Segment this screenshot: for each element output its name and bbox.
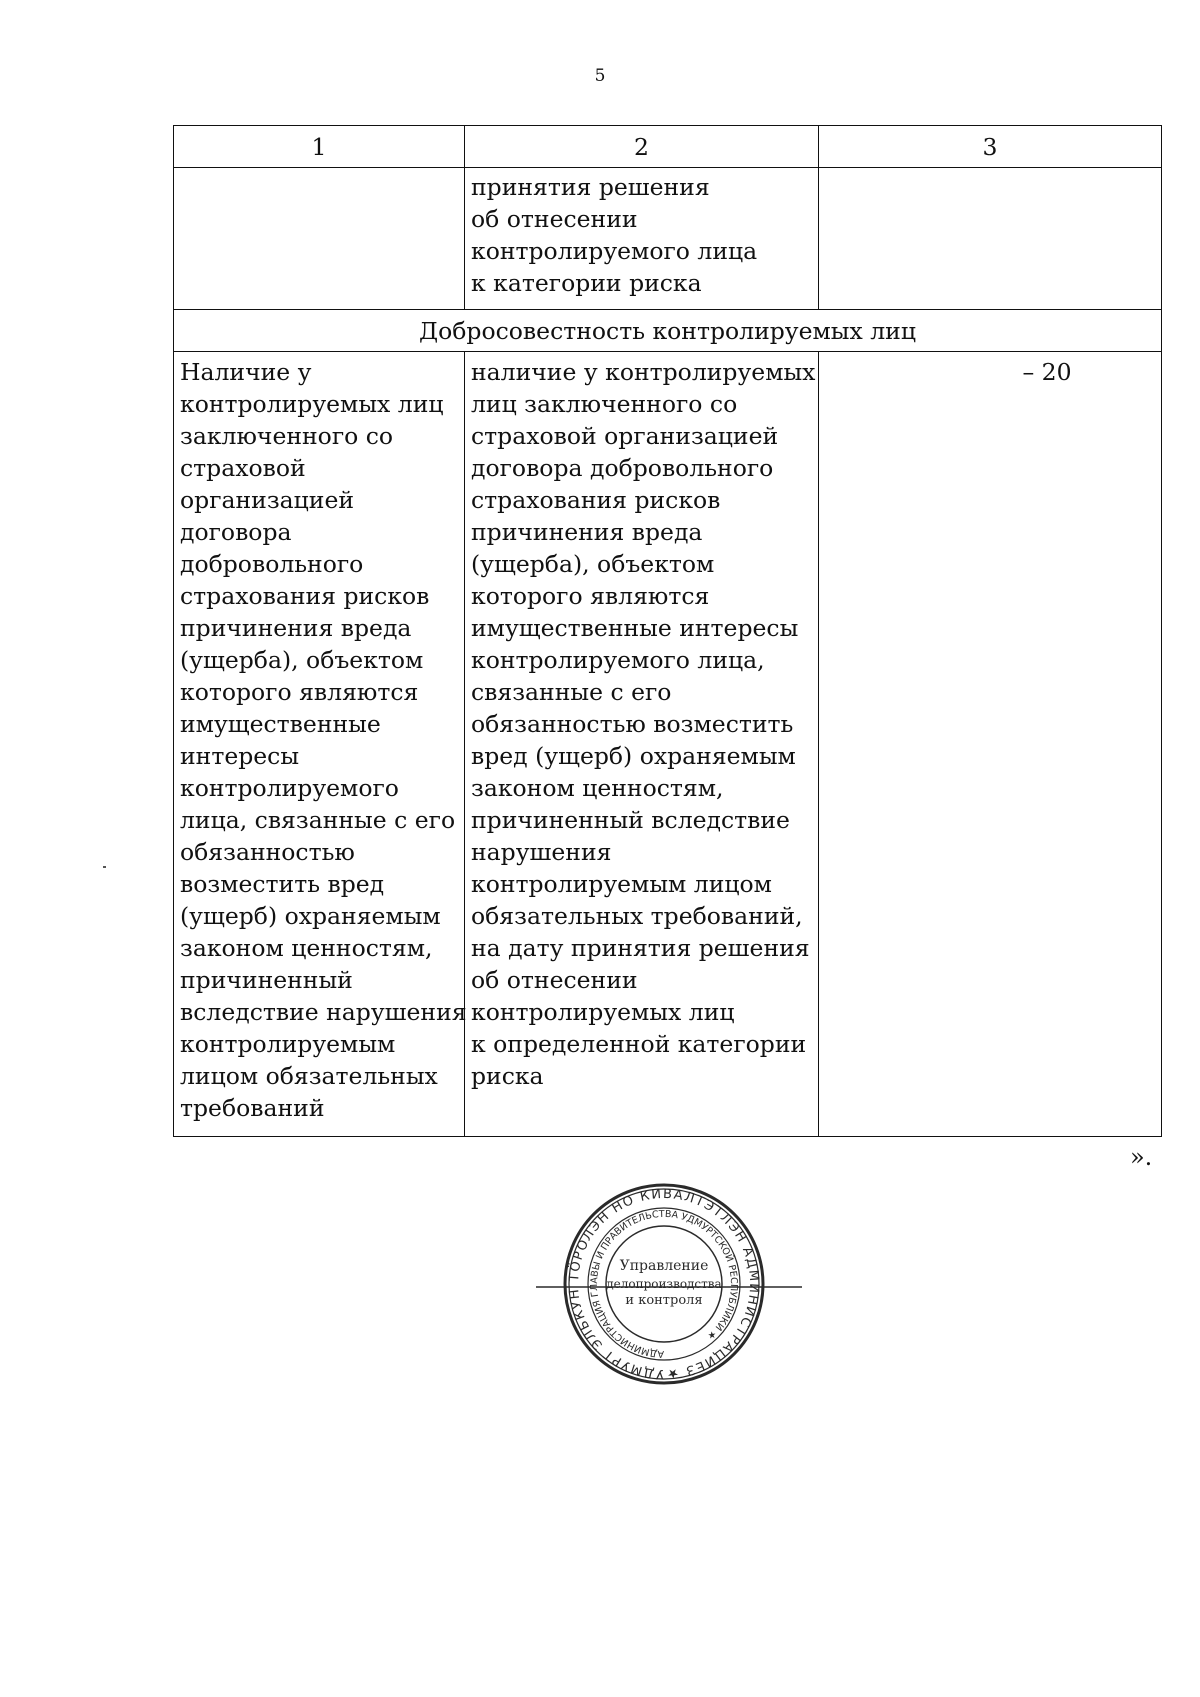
criterion-cell	[174, 352, 465, 1137]
table-row-criterion	[174, 352, 1162, 1137]
cell-line: добровольного	[180, 550, 364, 578]
table-row-continuation	[174, 168, 1162, 310]
cell-line: контролируемых лиц	[180, 390, 444, 418]
cell-line: (ущерба), объектом	[180, 646, 424, 674]
cell-line: законом ценностям,	[180, 934, 433, 962]
cell-line: принятия решения	[471, 173, 710, 201]
cell-line: об отнесении	[471, 966, 638, 994]
cell-line: на дату принятия решения	[471, 934, 810, 962]
cell-line: к определенной категории	[471, 1030, 807, 1058]
cell-line: интересы	[180, 742, 300, 770]
cell-line: контролируемого	[180, 774, 399, 802]
cell-line: которого являются	[471, 582, 710, 610]
seal-outer-ring-text: УДМУРТ ЭЛЬКУН ТӦРОЛЭН НО КИВАЛТЭТЛЭН АДМИНИСТРАЦИЕЗ ★	[566, 1186, 762, 1382]
cell-line: причиненный вследствие	[471, 806, 790, 834]
cell-line: лицом обязательных	[180, 1062, 438, 1090]
cell-line: требований	[180, 1094, 325, 1122]
cell-line: причиненный	[180, 966, 353, 994]
cell-line: организацией	[180, 486, 355, 514]
cell-line: имущественные	[180, 710, 381, 738]
cell-line: связанные с его	[471, 678, 672, 706]
score-cell: – 20	[819, 352, 1162, 1137]
seal-center-line-1: Управление	[619, 1258, 709, 1274]
seal-center-line-3: и контроля	[625, 1293, 703, 1308]
cell-line: страховой организацией	[471, 422, 779, 450]
closing-quote-mark: ».	[1130, 1143, 1153, 1171]
cell-line: законом ценностям,	[471, 774, 724, 802]
cell-line: обязанностью возместить	[471, 710, 794, 738]
indicator-cell	[465, 352, 819, 1137]
cell-line: причинения вреда	[471, 518, 703, 546]
cell-line: лица, связанные с его	[180, 806, 456, 834]
cell-line: имущественные интересы	[471, 614, 799, 642]
continuation-cell-3	[819, 168, 1162, 310]
cell-line: (ущерба), объектом	[471, 550, 715, 578]
page-number: 5	[594, 66, 606, 86]
cell-line: страхования рисков	[180, 582, 430, 610]
continuation-cell-2	[465, 168, 819, 310]
cell-line: договора	[180, 518, 292, 546]
table-section-row	[174, 310, 1162, 352]
cell-line: обязательных требований,	[471, 902, 803, 930]
cell-line: договора добровольного	[471, 454, 774, 482]
cell-line: контролируемых лиц	[471, 998, 735, 1026]
official-seal	[536, 1180, 802, 1390]
cell-line: возместить вред	[180, 870, 385, 898]
column-header-2: 2	[465, 126, 819, 168]
cell-line: риска	[471, 1062, 544, 1090]
cell-line: Наличие у	[180, 358, 312, 386]
cell-line: контролируемым	[180, 1030, 396, 1058]
seal-inner-ring-text: АДМИНИСТРАЦИЯ ГЛАВЫ И ПРАВИТЕЛЬСТВА УДМУРТСКОЙ РЕСПУБЛИКИ ★	[588, 1208, 740, 1360]
table-header-row	[174, 126, 1162, 168]
cell-line: лиц заключенного со	[471, 390, 738, 418]
margin-mark	[103, 866, 106, 868]
cell-line: контролируемого лица	[471, 237, 758, 265]
cell-line: страхования рисков	[471, 486, 721, 514]
cell-line: контролируемым лицом	[471, 870, 772, 898]
criteria-table	[173, 125, 1162, 1137]
section-title: Добросовестность контролируемых лиц	[174, 310, 1162, 352]
column-header-1: 1	[174, 126, 465, 168]
column-header-3: 3	[819, 126, 1162, 168]
cell-line: причинения вреда	[180, 614, 412, 642]
cell-line: вред (ущерб) охраняемым	[471, 742, 796, 770]
cell-line: вследствие нарушения	[180, 998, 467, 1026]
cell-line: заключенного со	[180, 422, 394, 450]
cell-line: к категории риска	[471, 269, 702, 297]
cell-line: нарушения	[471, 838, 612, 866]
cell-line: контролируемого лица,	[471, 646, 765, 674]
cell-line: об отнесении	[471, 205, 638, 233]
cell-line: обязанностью	[180, 838, 355, 866]
cell-line: страховой	[180, 454, 306, 482]
cell-line: которого являются	[180, 678, 419, 706]
continuation-cell-1	[174, 168, 465, 310]
cell-line: наличие у контролируемых	[471, 358, 816, 386]
seal-center-line-2: делопроизводства	[606, 1277, 722, 1291]
cell-line: (ущерб) охраняемым	[180, 902, 441, 930]
